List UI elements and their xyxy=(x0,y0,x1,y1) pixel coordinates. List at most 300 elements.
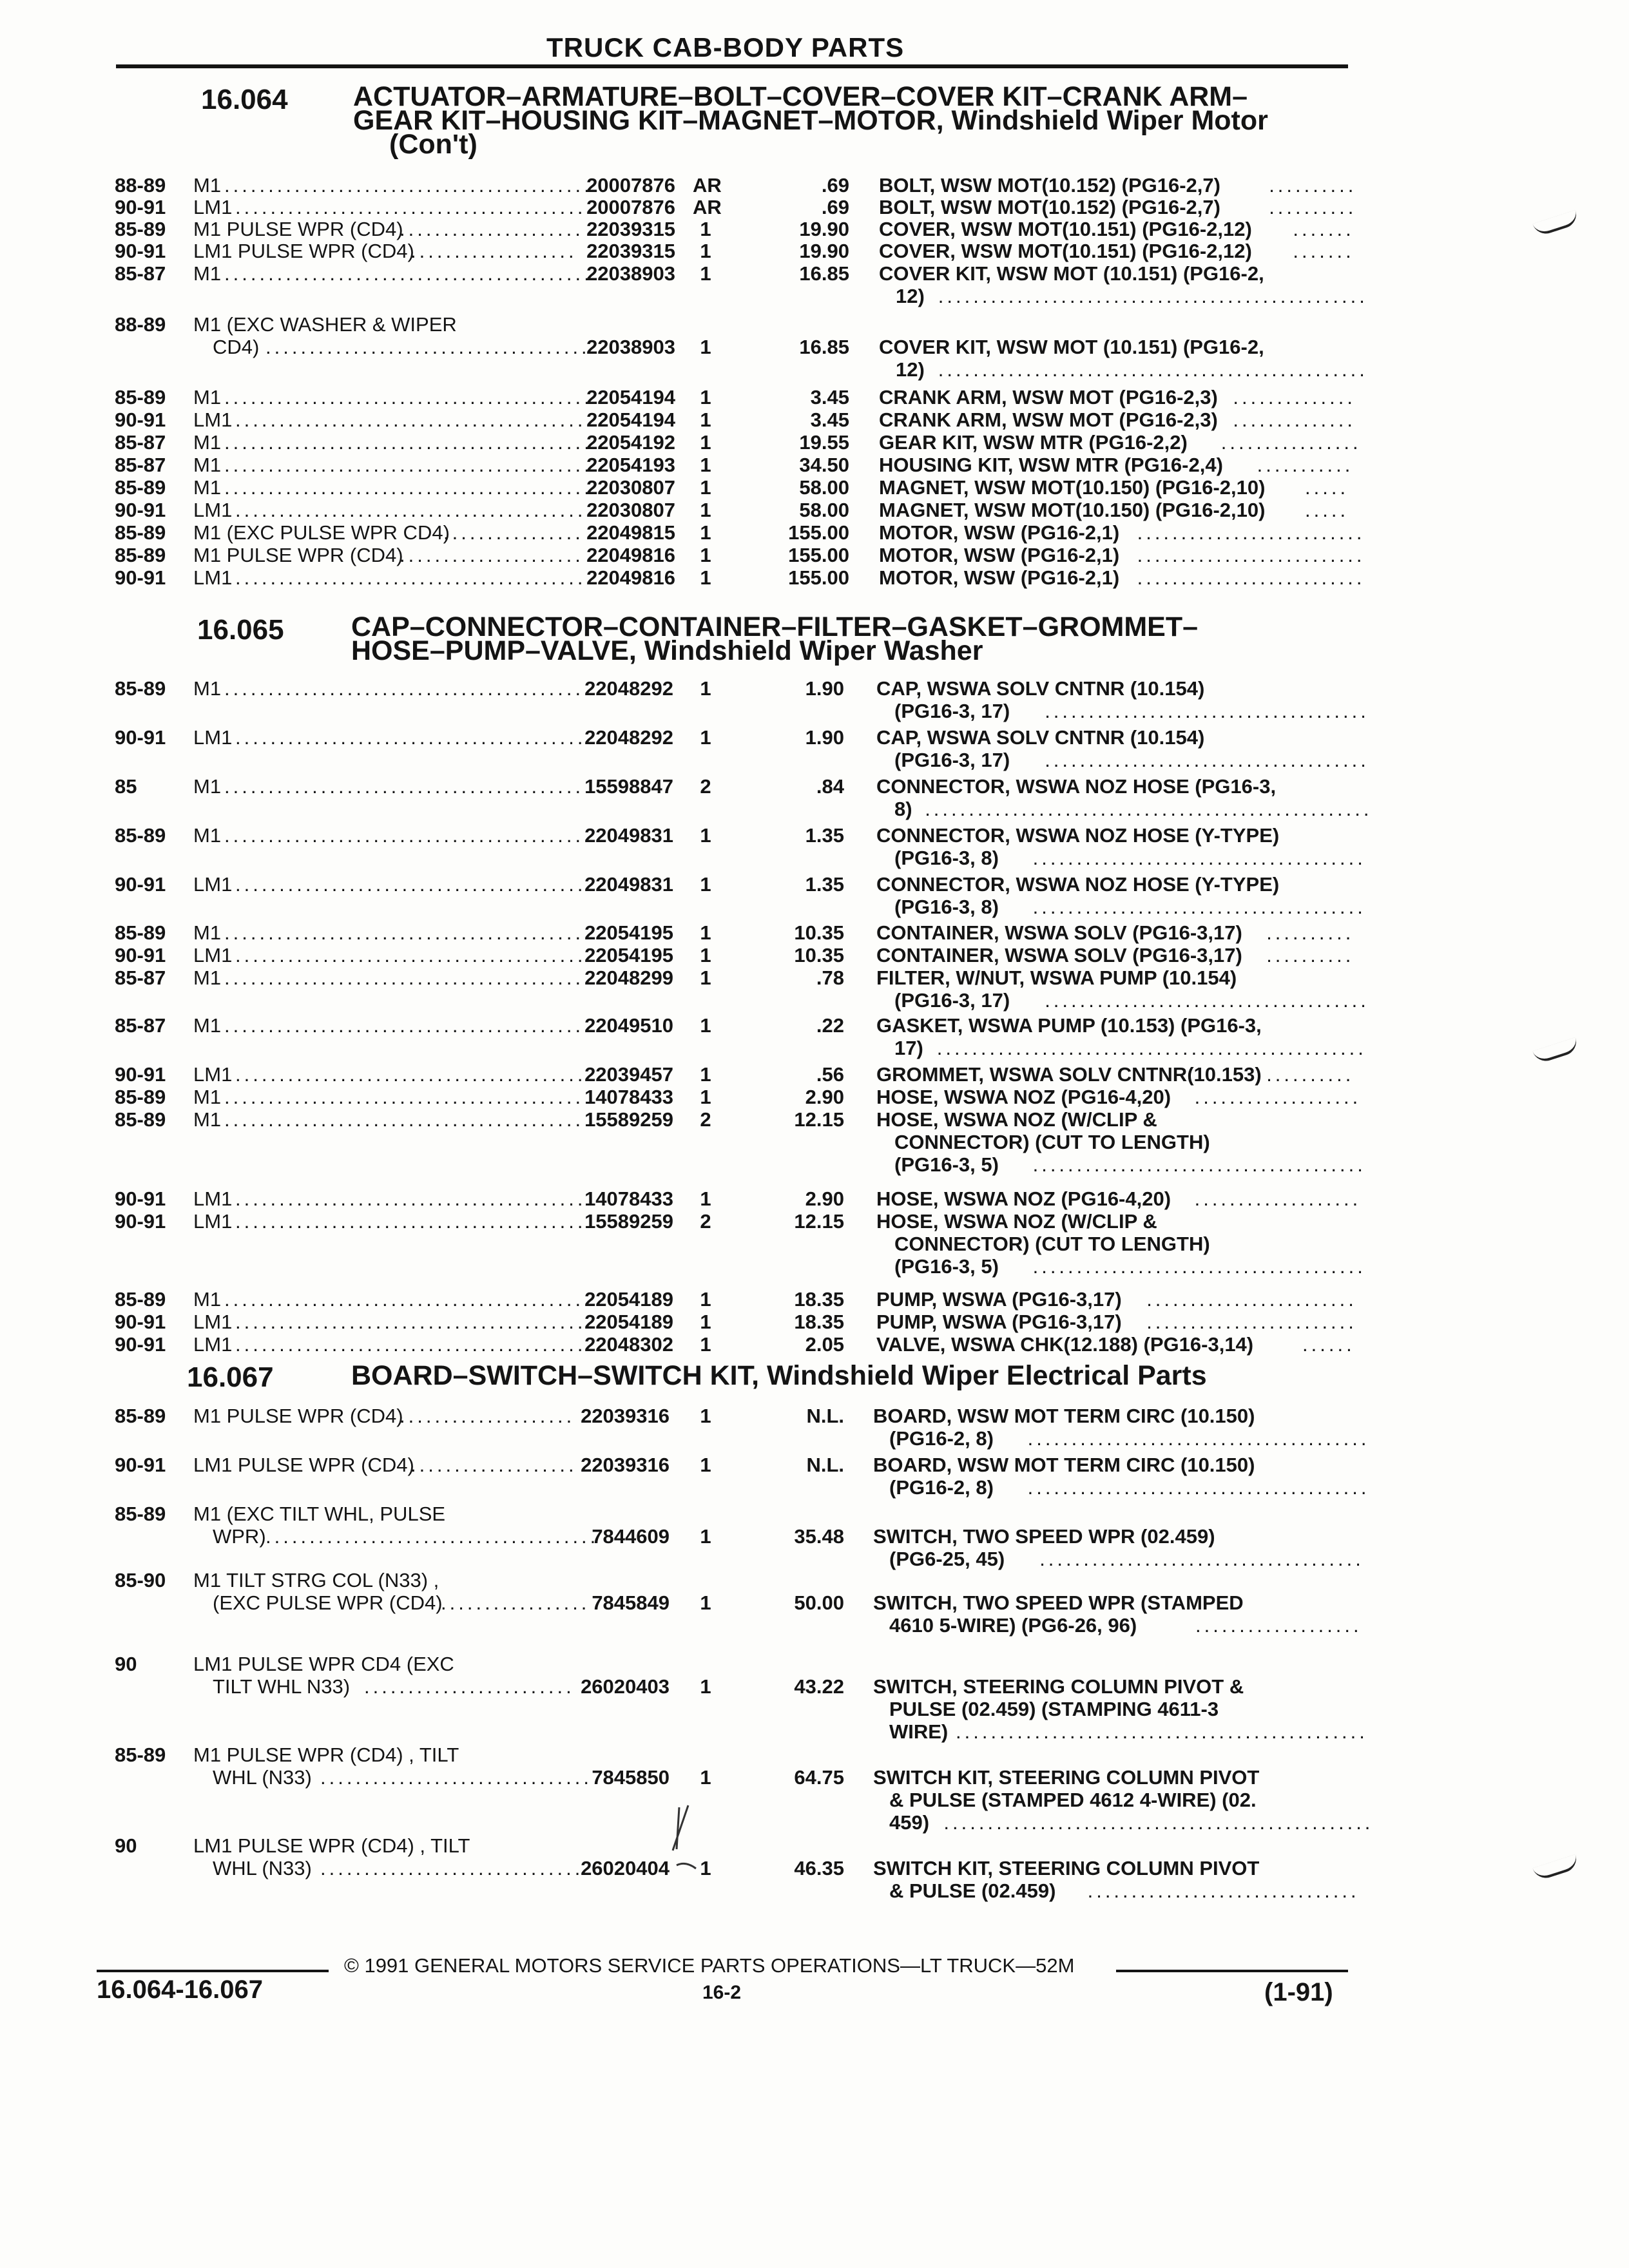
section-title xyxy=(353,81,1268,160)
description: GEAR KIT, WSW MTR (PG16-2,2) xyxy=(879,431,1188,454)
leader-dots: .......... xyxy=(1269,174,1357,197)
description: VALVE, WSWA CHK(12.188) (PG16-3,14) xyxy=(876,1333,1254,1356)
description: COVER KIT, WSW MOT (10.151) (PG16-2, xyxy=(879,336,1264,358)
year-range: 90-91 xyxy=(115,726,166,749)
description: CRANK ARM, WSW MOT (PG16-2,3) xyxy=(879,386,1218,408)
quantity: 1 xyxy=(700,1014,711,1037)
part-number: 7845850 xyxy=(592,1766,670,1789)
quantity: 1 xyxy=(700,944,711,966)
description: COVER, WSW MOT(10.151) (PG16-2,12) xyxy=(879,218,1252,240)
leader-dots: ......................................... xyxy=(224,1108,584,1131)
leader-dots: ......................................... xyxy=(224,824,584,847)
description: HOSE, WSWA NOZ (W/CLIP & xyxy=(876,1210,1157,1233)
quantity: 1 xyxy=(700,1405,711,1427)
description: MAGNET, WSW MOT(10.150) (PG16-2,10) xyxy=(879,476,1266,499)
quantity: 1 xyxy=(700,544,711,566)
description-continued: (PG6-25, 45) xyxy=(889,1548,1005,1570)
description-continued: CONNECTOR) (CUT TO LENGTH) xyxy=(894,1233,1210,1255)
part-number: 7844609 xyxy=(592,1525,670,1548)
description-continued: & PULSE (02.459) xyxy=(889,1879,1056,1902)
price: 50.00 xyxy=(794,1591,844,1614)
part-number: 22054194 xyxy=(586,408,675,431)
year-range: 85-89 xyxy=(115,1086,166,1108)
part-number: 14078433 xyxy=(584,1187,673,1210)
model-application: M1 xyxy=(193,431,222,454)
model-application: M1 (EXC WASHER & WIPER xyxy=(193,313,457,336)
footer-page-number: 16-2 xyxy=(702,1982,742,2003)
price: 1.35 xyxy=(805,873,844,896)
leader-dots: ...................................... xyxy=(1032,1255,1366,1278)
part-number: 22048292 xyxy=(584,677,673,700)
part-number: 22039315 xyxy=(586,218,675,240)
year-range: 85-89 xyxy=(115,386,166,408)
table-row xyxy=(0,432,1629,453)
year-range: 85-89 xyxy=(115,1503,166,1525)
section-title-line: HOSE–PUMP–VALVE, Windshield Wiper Washer xyxy=(351,635,983,666)
year-range: 90-91 xyxy=(115,566,166,589)
quantity: 1 xyxy=(700,521,711,544)
footer-rule-right xyxy=(1116,1970,1348,1972)
leader-dots: ................ xyxy=(443,521,584,544)
table-row xyxy=(0,1289,1629,1310)
part-number: 22039316 xyxy=(581,1405,670,1427)
model-application: M1 xyxy=(193,1108,222,1131)
description: SWITCH, TWO SPEED WPR (STAMPED xyxy=(873,1591,1244,1614)
quantity: 1 xyxy=(700,1187,711,1210)
leader-dots: .......................................... xyxy=(224,431,593,454)
description: CONNECTOR, WSWA NOZ HOSE (PG16-3, xyxy=(876,775,1277,798)
price: 155.00 xyxy=(788,566,849,589)
price: 35.48 xyxy=(794,1525,844,1548)
table-row xyxy=(0,568,1629,588)
quantity: 1 xyxy=(700,873,711,896)
year-range: 85-87 xyxy=(115,431,166,454)
description: CONNECTOR, WSWA NOZ HOSE (Y-TYPE) xyxy=(876,873,1280,896)
year-range: 85-89 xyxy=(115,476,166,499)
leader-dots: ........................................ xyxy=(235,196,586,218)
description: HOSE, WSWA NOZ (PG16-4,20) xyxy=(876,1187,1171,1210)
leader-dots: ......................................... xyxy=(224,775,584,798)
part-number: 22054193 xyxy=(586,454,675,476)
leader-dots: ........................................ xyxy=(235,566,586,589)
model-application: LM1 xyxy=(193,1187,233,1210)
price: 12.15 xyxy=(794,1210,844,1233)
description-continued: (PG16-2, 8) xyxy=(889,1427,994,1450)
quantity: AR xyxy=(693,196,722,218)
leader-dots: ...................................... xyxy=(1032,1153,1366,1176)
model-application: M1 xyxy=(193,454,222,476)
year-range: 85-89 xyxy=(115,218,166,240)
description: BOARD, WSW MOT TERM CIRC (10.150) xyxy=(873,1454,1255,1476)
part-number: 22054195 xyxy=(584,944,673,966)
year-range: 85-87 xyxy=(115,454,166,476)
quantity: 1 xyxy=(700,1525,711,1548)
year-range: 85-87 xyxy=(115,1014,166,1037)
leader-dots: ..... xyxy=(1305,476,1349,499)
description-continued: (PG16-3, 8) xyxy=(894,896,999,918)
description-continued: 12) xyxy=(896,285,925,307)
leader-dots: .......................... xyxy=(1137,544,1365,566)
year-range: 90-91 xyxy=(115,408,166,431)
part-number: 7845849 xyxy=(592,1591,670,1614)
table-row xyxy=(0,1189,1629,1209)
leader-dots: ................................................. xyxy=(938,285,1368,307)
year-range: 85-89 xyxy=(115,824,166,847)
quantity: 2 xyxy=(700,1108,711,1131)
section-title-line: CAP–CONNECTOR–CONTAINER–FILTER–GASKET–GROMMET– xyxy=(351,611,1199,642)
part-number: 22049831 xyxy=(584,824,673,847)
table-row xyxy=(0,477,1629,498)
description-continued: 12) xyxy=(896,358,925,381)
price: 34.50 xyxy=(799,454,849,476)
leader-dots: ..................... xyxy=(400,544,584,566)
table-row xyxy=(0,313,1629,381)
section-title: BOARD–SWITCH–SWITCH KIT, Windshield Wiper Electrical Parts xyxy=(351,1360,1207,1391)
price: .69 xyxy=(821,196,849,218)
leader-dots: ........... xyxy=(1257,454,1354,476)
model-application: M1 xyxy=(193,386,222,408)
leader-dots: ........................................ xyxy=(235,1063,586,1086)
table-row xyxy=(0,677,1629,722)
price: 16.85 xyxy=(799,262,849,285)
model-application: LM1 xyxy=(193,873,233,896)
model-application: LM1 PULSE WPR (CD4) xyxy=(193,1454,414,1476)
price: 18.35 xyxy=(794,1288,844,1311)
table-row xyxy=(0,1108,1629,1176)
section-title xyxy=(351,611,1199,666)
model-application: M1 xyxy=(193,1086,222,1108)
model-application-continued: WHL (N33) xyxy=(213,1766,312,1789)
description: CONNECTOR, WSWA NOZ HOSE (Y-TYPE) xyxy=(876,824,1280,847)
description: BOARD, WSW MOT TERM CIRC (10.150) xyxy=(873,1405,1255,1427)
quantity: 1 xyxy=(700,824,711,847)
part-number: 22049816 xyxy=(586,566,675,589)
description: SWITCH KIT, STEERING COLUMN PIVOT xyxy=(873,1766,1260,1789)
leader-dots: ........................................ xyxy=(235,726,586,749)
leader-dots: ...................................... xyxy=(1032,896,1366,918)
table-row xyxy=(0,1454,1629,1499)
leader-dots: .......................................... xyxy=(224,454,593,476)
leader-dots: .............................. xyxy=(320,1857,584,1879)
part-number: 22039315 xyxy=(586,240,675,262)
description: MOTOR, WSW (PG16-2,1) xyxy=(879,566,1120,589)
model-application: LM1 PULSE WPR CD4 (EXC xyxy=(193,1653,454,1675)
leader-dots: ........................ xyxy=(1146,1311,1357,1333)
leader-dots: ......................................... xyxy=(224,677,584,700)
part-number: 22049510 xyxy=(584,1014,673,1037)
year-range: 90-91 xyxy=(115,1210,166,1233)
quantity: 1 xyxy=(700,1591,711,1614)
model-application: M1 xyxy=(193,1014,222,1037)
price: 43.22 xyxy=(794,1675,844,1698)
model-application-continued: TILT WHL N33) xyxy=(213,1675,351,1698)
leader-dots: ....................................... xyxy=(1027,1476,1370,1499)
leader-dots: .......... xyxy=(1269,196,1357,218)
year-range: 90-91 xyxy=(115,1063,166,1086)
quantity: 1 xyxy=(700,1311,711,1333)
model-application: M1 PULSE WPR (CD4) , TILT xyxy=(193,1744,459,1766)
year-range: 90-91 xyxy=(115,1187,166,1210)
year-range: 88-89 xyxy=(115,174,166,197)
price: .84 xyxy=(816,775,844,798)
table-row xyxy=(0,923,1629,943)
leader-dots: ............................... xyxy=(1087,1879,1360,1902)
section-title-line: (Con't) xyxy=(389,129,477,160)
quantity: 1 xyxy=(700,336,711,358)
year-range: 90-91 xyxy=(115,240,166,262)
table-row xyxy=(0,387,1629,408)
quantity: 1 xyxy=(700,1288,711,1311)
table-row xyxy=(0,219,1629,240)
part-number: 22048292 xyxy=(584,726,673,749)
quantity: 1 xyxy=(700,262,711,285)
model-application: LM1 xyxy=(193,1210,233,1233)
leader-dots: ................... xyxy=(1195,1614,1362,1637)
quantity: 2 xyxy=(700,1210,711,1233)
leader-dots: ....... xyxy=(1293,218,1354,240)
leader-dots: ........................................ xyxy=(235,873,586,896)
part-number: 15598847 xyxy=(584,775,673,798)
quantity: 1 xyxy=(700,1063,711,1086)
model-application-continued: WPR) xyxy=(213,1525,266,1548)
price: 2.90 xyxy=(805,1187,844,1210)
price: .78 xyxy=(816,966,844,989)
leader-dots: .......................... xyxy=(1137,521,1365,544)
description-continued: (PG16-2, 8) xyxy=(889,1476,994,1499)
leader-dots: ..................... xyxy=(400,218,584,240)
leader-dots: ......................................... xyxy=(224,1014,584,1037)
model-application: LM1 xyxy=(193,408,233,431)
year-range: 85-89 xyxy=(115,1405,166,1427)
part-number: 22054194 xyxy=(586,386,675,408)
quantity: 1 xyxy=(700,1333,711,1356)
table-row xyxy=(0,1014,1629,1059)
part-number: 22039316 xyxy=(581,1454,670,1476)
year-range: 85-89 xyxy=(115,1108,166,1131)
year-range: 90 xyxy=(115,1653,137,1675)
leader-dots: .......................................... xyxy=(224,476,593,499)
year-range: 85-89 xyxy=(115,1288,166,1311)
quantity: 1 xyxy=(700,1086,711,1108)
description-continued: & PULSE (STAMPED 4612 4-WIRE) (02. xyxy=(889,1789,1257,1811)
quantity: 1 xyxy=(700,476,711,499)
description-continued: WIRE) xyxy=(889,1720,949,1743)
leader-dots: ................... xyxy=(410,1454,577,1476)
quantity: 1 xyxy=(700,726,711,749)
leader-dots: ............................... xyxy=(320,1766,592,1789)
quantity: 1 xyxy=(700,677,711,700)
model-application-continued: WHL (N33) xyxy=(213,1857,312,1879)
year-range: 85 xyxy=(115,775,137,798)
leader-dots: ........................ xyxy=(364,1675,575,1698)
part-number: 14078433 xyxy=(584,1086,673,1108)
leader-dots: ..................................... xyxy=(1045,989,1369,1012)
description-continued: 17) xyxy=(894,1037,923,1059)
description: COVER KIT, WSW MOT (10.151) (PG16-2, xyxy=(879,262,1264,285)
leader-dots: .............. xyxy=(1233,386,1356,408)
handwritten-check-mark xyxy=(1532,1037,1579,1065)
model-application: M1 (EXC TILT WHL, PULSE xyxy=(193,1503,446,1525)
model-application: M1 xyxy=(193,677,222,700)
leader-dots: ........................................ xyxy=(235,944,586,966)
description-continued: CONNECTOR) (CUT TO LENGTH) xyxy=(894,1131,1210,1153)
year-range: 85-89 xyxy=(115,921,166,944)
year-range: 90-91 xyxy=(115,1333,166,1356)
description: HOSE, WSWA NOZ (W/CLIP & xyxy=(876,1108,1157,1131)
part-number: 22054195 xyxy=(584,921,673,944)
quantity: 1 xyxy=(700,921,711,944)
table-row xyxy=(0,1744,1629,1834)
table-row xyxy=(0,775,1629,820)
handwritten-mark xyxy=(670,1804,709,1881)
part-number: 15589259 xyxy=(584,1210,673,1233)
part-number: 22049816 xyxy=(586,544,675,566)
table-row xyxy=(0,241,1629,262)
price: 12.15 xyxy=(794,1108,844,1131)
part-number: 22048302 xyxy=(584,1333,673,1356)
handwritten-check-mark xyxy=(1532,1854,1579,1882)
quantity: 1 xyxy=(700,1766,711,1789)
year-range: 85-89 xyxy=(115,544,166,566)
model-application: LM1 xyxy=(193,1333,233,1356)
leader-dots: ...................................... xyxy=(265,1525,599,1548)
part-number: 22039457 xyxy=(584,1063,673,1086)
quantity: 1 xyxy=(700,240,711,262)
page-header-title: TRUCK CAB-BODY PARTS xyxy=(546,32,905,62)
model-application: LM1 xyxy=(193,1063,233,1086)
description: CRANK ARM, WSW MOT (PG16-2,3) xyxy=(879,408,1218,431)
description: HOSE, WSWA NOZ (PG16-4,20) xyxy=(876,1086,1171,1108)
table-row xyxy=(0,1210,1629,1278)
leader-dots: ........................................ xyxy=(235,499,586,521)
model-application: M1 xyxy=(193,966,222,989)
leader-dots: .......... xyxy=(1266,944,1354,966)
year-range: 90-91 xyxy=(115,873,166,896)
section-number: 16.065 xyxy=(197,614,284,646)
leader-dots: ..................................... xyxy=(265,336,590,358)
leader-dots: .......................................... xyxy=(224,174,593,197)
part-number: 22038903 xyxy=(586,262,675,285)
leader-dots: ...... xyxy=(1302,1333,1355,1356)
year-range: 85-87 xyxy=(115,966,166,989)
model-application: LM1 xyxy=(193,566,233,589)
description-continued: (PG16-3, 17) xyxy=(894,989,1010,1012)
part-number: 20007876 xyxy=(586,196,675,218)
description: BOLT, WSW MOT(10.152) (PG16-2,7) xyxy=(879,196,1220,218)
table-row xyxy=(0,1334,1629,1355)
part-number: 22030807 xyxy=(586,499,675,521)
price: 1.90 xyxy=(805,677,844,700)
section-number: 16.067 xyxy=(187,1361,274,1393)
description: BOLT, WSW MOT(10.152) (PG16-2,7) xyxy=(879,174,1220,197)
leader-dots: ......................................... xyxy=(224,966,584,989)
leader-dots: ......................................... xyxy=(224,1086,584,1108)
quantity: 1 xyxy=(700,566,711,589)
description: CONTAINER, WSWA SOLV (PG16-3,17) xyxy=(876,944,1242,966)
description: MOTOR, WSW (PG16-2,1) xyxy=(879,521,1120,544)
table-row xyxy=(0,945,1629,966)
model-application: LM1 xyxy=(193,499,233,521)
description: MAGNET, WSW MOT(10.150) (PG16-2,10) xyxy=(879,499,1266,521)
footer-range: 16.064-16.067 xyxy=(97,1975,264,2004)
leader-dots: .......... xyxy=(1266,1063,1354,1086)
model-application: M1 xyxy=(193,921,222,944)
leader-dots: ........................ xyxy=(1146,1288,1357,1311)
quantity: 1 xyxy=(700,408,711,431)
year-range: 90 xyxy=(115,1834,137,1857)
leader-dots: ......................................... xyxy=(224,1288,584,1311)
leader-dots: ................................................. xyxy=(943,1811,1374,1834)
price: 46.35 xyxy=(794,1857,844,1879)
leader-dots: ....................................... xyxy=(1027,1427,1370,1450)
model-application-continued: (EXC PULSE WPR (CD4) xyxy=(213,1591,443,1614)
section-title-line: ACTUATOR–ARMATURE–BOLT–COVER–COVER KIT–CRANK ARM– xyxy=(353,81,1248,112)
year-range: 88-89 xyxy=(115,313,166,336)
part-number: 22054189 xyxy=(584,1311,673,1333)
table-row xyxy=(0,726,1629,771)
leader-dots: ......................................... xyxy=(224,921,584,944)
table-row xyxy=(0,1569,1629,1637)
quantity: AR xyxy=(693,174,722,197)
table-row xyxy=(0,523,1629,543)
description-continued: (PG16-3, 17) xyxy=(894,749,1010,771)
model-application: M1 xyxy=(193,476,222,499)
quantity: 1 xyxy=(700,499,711,521)
description: CAP, WSWA SOLV CNTNR (10.154) xyxy=(876,677,1205,700)
part-number: 22049831 xyxy=(584,873,673,896)
year-range: 85-90 xyxy=(115,1569,166,1591)
table-row xyxy=(0,262,1629,307)
quantity: 1 xyxy=(700,431,711,454)
leader-dots: ..................................... xyxy=(1039,1548,1364,1570)
part-number: 22048299 xyxy=(584,966,673,989)
model-application: LM1 xyxy=(193,726,233,749)
price: 155.00 xyxy=(788,544,849,566)
header-rule xyxy=(116,64,1348,68)
description-continued: 4610 5-WIRE) (PG6-26, 96) xyxy=(889,1614,1137,1637)
leader-dots: ................................................. xyxy=(938,358,1368,381)
part-number: 22030807 xyxy=(586,476,675,499)
leader-dots: ................................................. xyxy=(936,1037,1367,1059)
leader-dots: ................ xyxy=(1220,431,1362,454)
quantity: 1 xyxy=(700,386,711,408)
model-application-continued: CD4) xyxy=(213,336,260,358)
model-application: M1 xyxy=(193,824,222,847)
price: .56 xyxy=(816,1063,844,1086)
leader-dots: ........................................ xyxy=(235,408,586,431)
price: .69 xyxy=(821,174,849,197)
table-row xyxy=(0,500,1629,521)
section-number: 16.064 xyxy=(201,84,288,115)
year-range: 85-89 xyxy=(115,521,166,544)
model-application: M1 TILT STRG COL (N33) , xyxy=(193,1569,439,1591)
footer-copyright: © 1991 GENERAL MOTORS SERVICE PARTS OPERATIONS—LT TRUCK—52M xyxy=(344,1954,1075,1977)
leader-dots: .................... xyxy=(400,1405,575,1427)
leader-dots: .......................................... xyxy=(224,386,593,408)
model-application: LM1 PULSE WPR (CD4) xyxy=(193,240,414,262)
year-range: 90-91 xyxy=(115,944,166,966)
model-application: M1 PULSE WPR (CD4) xyxy=(193,1405,403,1427)
leader-dots: .............. xyxy=(1233,408,1356,431)
price: 1.90 xyxy=(805,726,844,749)
leader-dots: ................... xyxy=(410,240,577,262)
table-row xyxy=(0,545,1629,566)
description: MOTOR, WSW (PG16-2,1) xyxy=(879,544,1120,566)
table-row xyxy=(0,197,1629,218)
table-row xyxy=(0,1312,1629,1332)
description-continued: (PG16-3, 5) xyxy=(894,1255,999,1278)
price: 19.90 xyxy=(799,218,849,240)
